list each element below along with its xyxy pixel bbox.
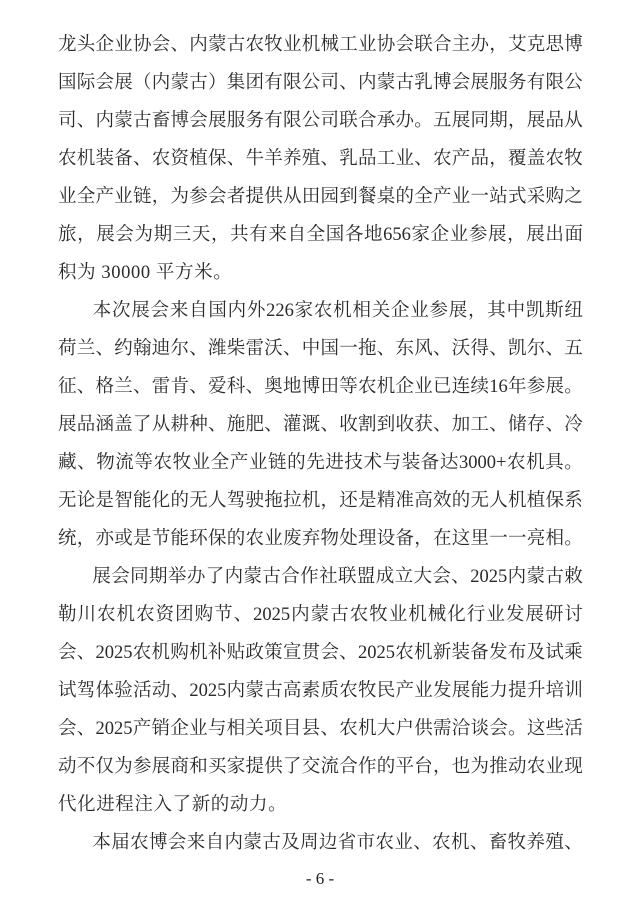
text-line: 龙 头 企 业 协 会 、 内 蒙 古 农 牧 业 机 械 工 业 协 会 联 合 主 办 ， 艾 克 思 博 xyxy=(58,35,583,55)
text-line: 会 、 2025 产 销 企 业 与 相 关 项 目 县 、 农 机 大 户 供 需 洽 谈 会 。 这 些 活 xyxy=(58,719,583,739)
text-line: 动 不 仅 为 参 展 商 和 买 家 提 供 了 交 流 合 作 的 平 台 ， 也 为 推 动 农 业 现 xyxy=(58,757,583,777)
text-line: 展 品 涵 盖 了 从 耕 种 、 施 肥 、 灌 溉 、 收 割 到 收 获 、 加 工 、 储 存 、 冷 xyxy=(58,415,583,435)
text-line: 勒 川 农 机 农 资 团 购 节 、 2025 内 蒙 古 农 牧 业 机 械 化 行 业 发 展 研 讨 xyxy=(58,605,583,625)
text-line: 统 ， 亦 或 是 节 能 环 保 的 农 业 废 弃 物 处 理 设 备 ， 在 这 里 一 一 亮 相 。 xyxy=(58,529,583,549)
text-line: 代化进程注入了新的动力。 xyxy=(58,795,288,815)
page-number: - 6 - xyxy=(305,869,335,888)
text-line: 无 论 是 智 能 化 的 无 人 驾 驶 拖 拉 机 ， 还 是 精 准 高 效 的 无 人 机 植 保 系 xyxy=(58,491,583,511)
first-line-indent xyxy=(58,292,92,330)
text-line: 荷 兰 、 约 翰 迪 尔 、 潍 柴 雷 沃 、 中 国 一 拖 、 东 风 、 沃 得 、 凯 尔 、 五 xyxy=(58,339,583,359)
first-line-indent xyxy=(58,824,92,862)
text-line: 征 、 格 兰 、 雷 肯 、 爱 科 、 奥 地 博 田 等 农 机 企 业 已 连 续 16 年 参 展 。 xyxy=(58,377,583,397)
text-line: 业 全 产 业 链 ， 为 参 会 者 提 供 从 田 园 到 餐 桌 的 全 产 业 一 站 式 采 购 之 xyxy=(58,187,583,207)
text-line: 本 次 展 会 来 自 国 内 外 226 家 农 机 相 关 企 业 参 展 ， 其 中 凯 斯 纽 xyxy=(58,292,583,330)
document-body xyxy=(58,26,583,862)
text-line: 会 、 2025 农 机 购 机 补 贴 政 策 宣 贯 会 、 2025 农 机 新 装 备 发 布 及 试 乘 xyxy=(58,643,583,663)
text-line: 积为 30000 平方米。 xyxy=(58,263,233,283)
text-line: 试 驾 体 验 活 动 、 2025 内 蒙 古 高 素 质 农 牧 民 产 业 发 展 能 力 提 升 培 训 xyxy=(58,681,583,701)
text-line: 国 际 会 展 （ 内 蒙 古 ） 集 团 有 限 公 司 、 内 蒙 古 乳 博 会 展 服 务 有 限 公 xyxy=(58,73,583,93)
text-line: 藏 、 物 流 等 农 牧 业 全 产 业 链 的 先 进 技 术 与 装 备 达 3000+ 农 机 具 。 xyxy=(58,453,583,473)
text-line: 本 届 农 博 会 来 自 内 蒙 古 及 周 边 省 市 农 业 、 农 机 、 畜 牧 养 殖 、 xyxy=(58,824,583,862)
text-line: 旅 ， 展 会 为 期 三 天 ， 共 有 来 自 全 国 各 地 656 家 企 业 参 展 ， 展 出 面 xyxy=(58,225,583,245)
text-line: 农 机 装 备 、 农 资 植 保 、 牛 羊 养 殖 、 乳 品 工 业 、 农 产 品 ， 覆 盖 农 牧 xyxy=(58,149,583,169)
first-line-indent xyxy=(58,558,92,596)
page-footer xyxy=(0,869,640,889)
text-line: 司 、 内 蒙 古 畜 博 会 展 服 务 有 限 公 司 联 合 承 办 。 五 展 同 期 ， 展 品 从 xyxy=(58,111,583,131)
text-line: 展 会 同 期 举 办 了 内 蒙 古 合 作 社 联 盟 成 立 大 会 、 2025 内 蒙 古 敕 xyxy=(58,558,583,596)
